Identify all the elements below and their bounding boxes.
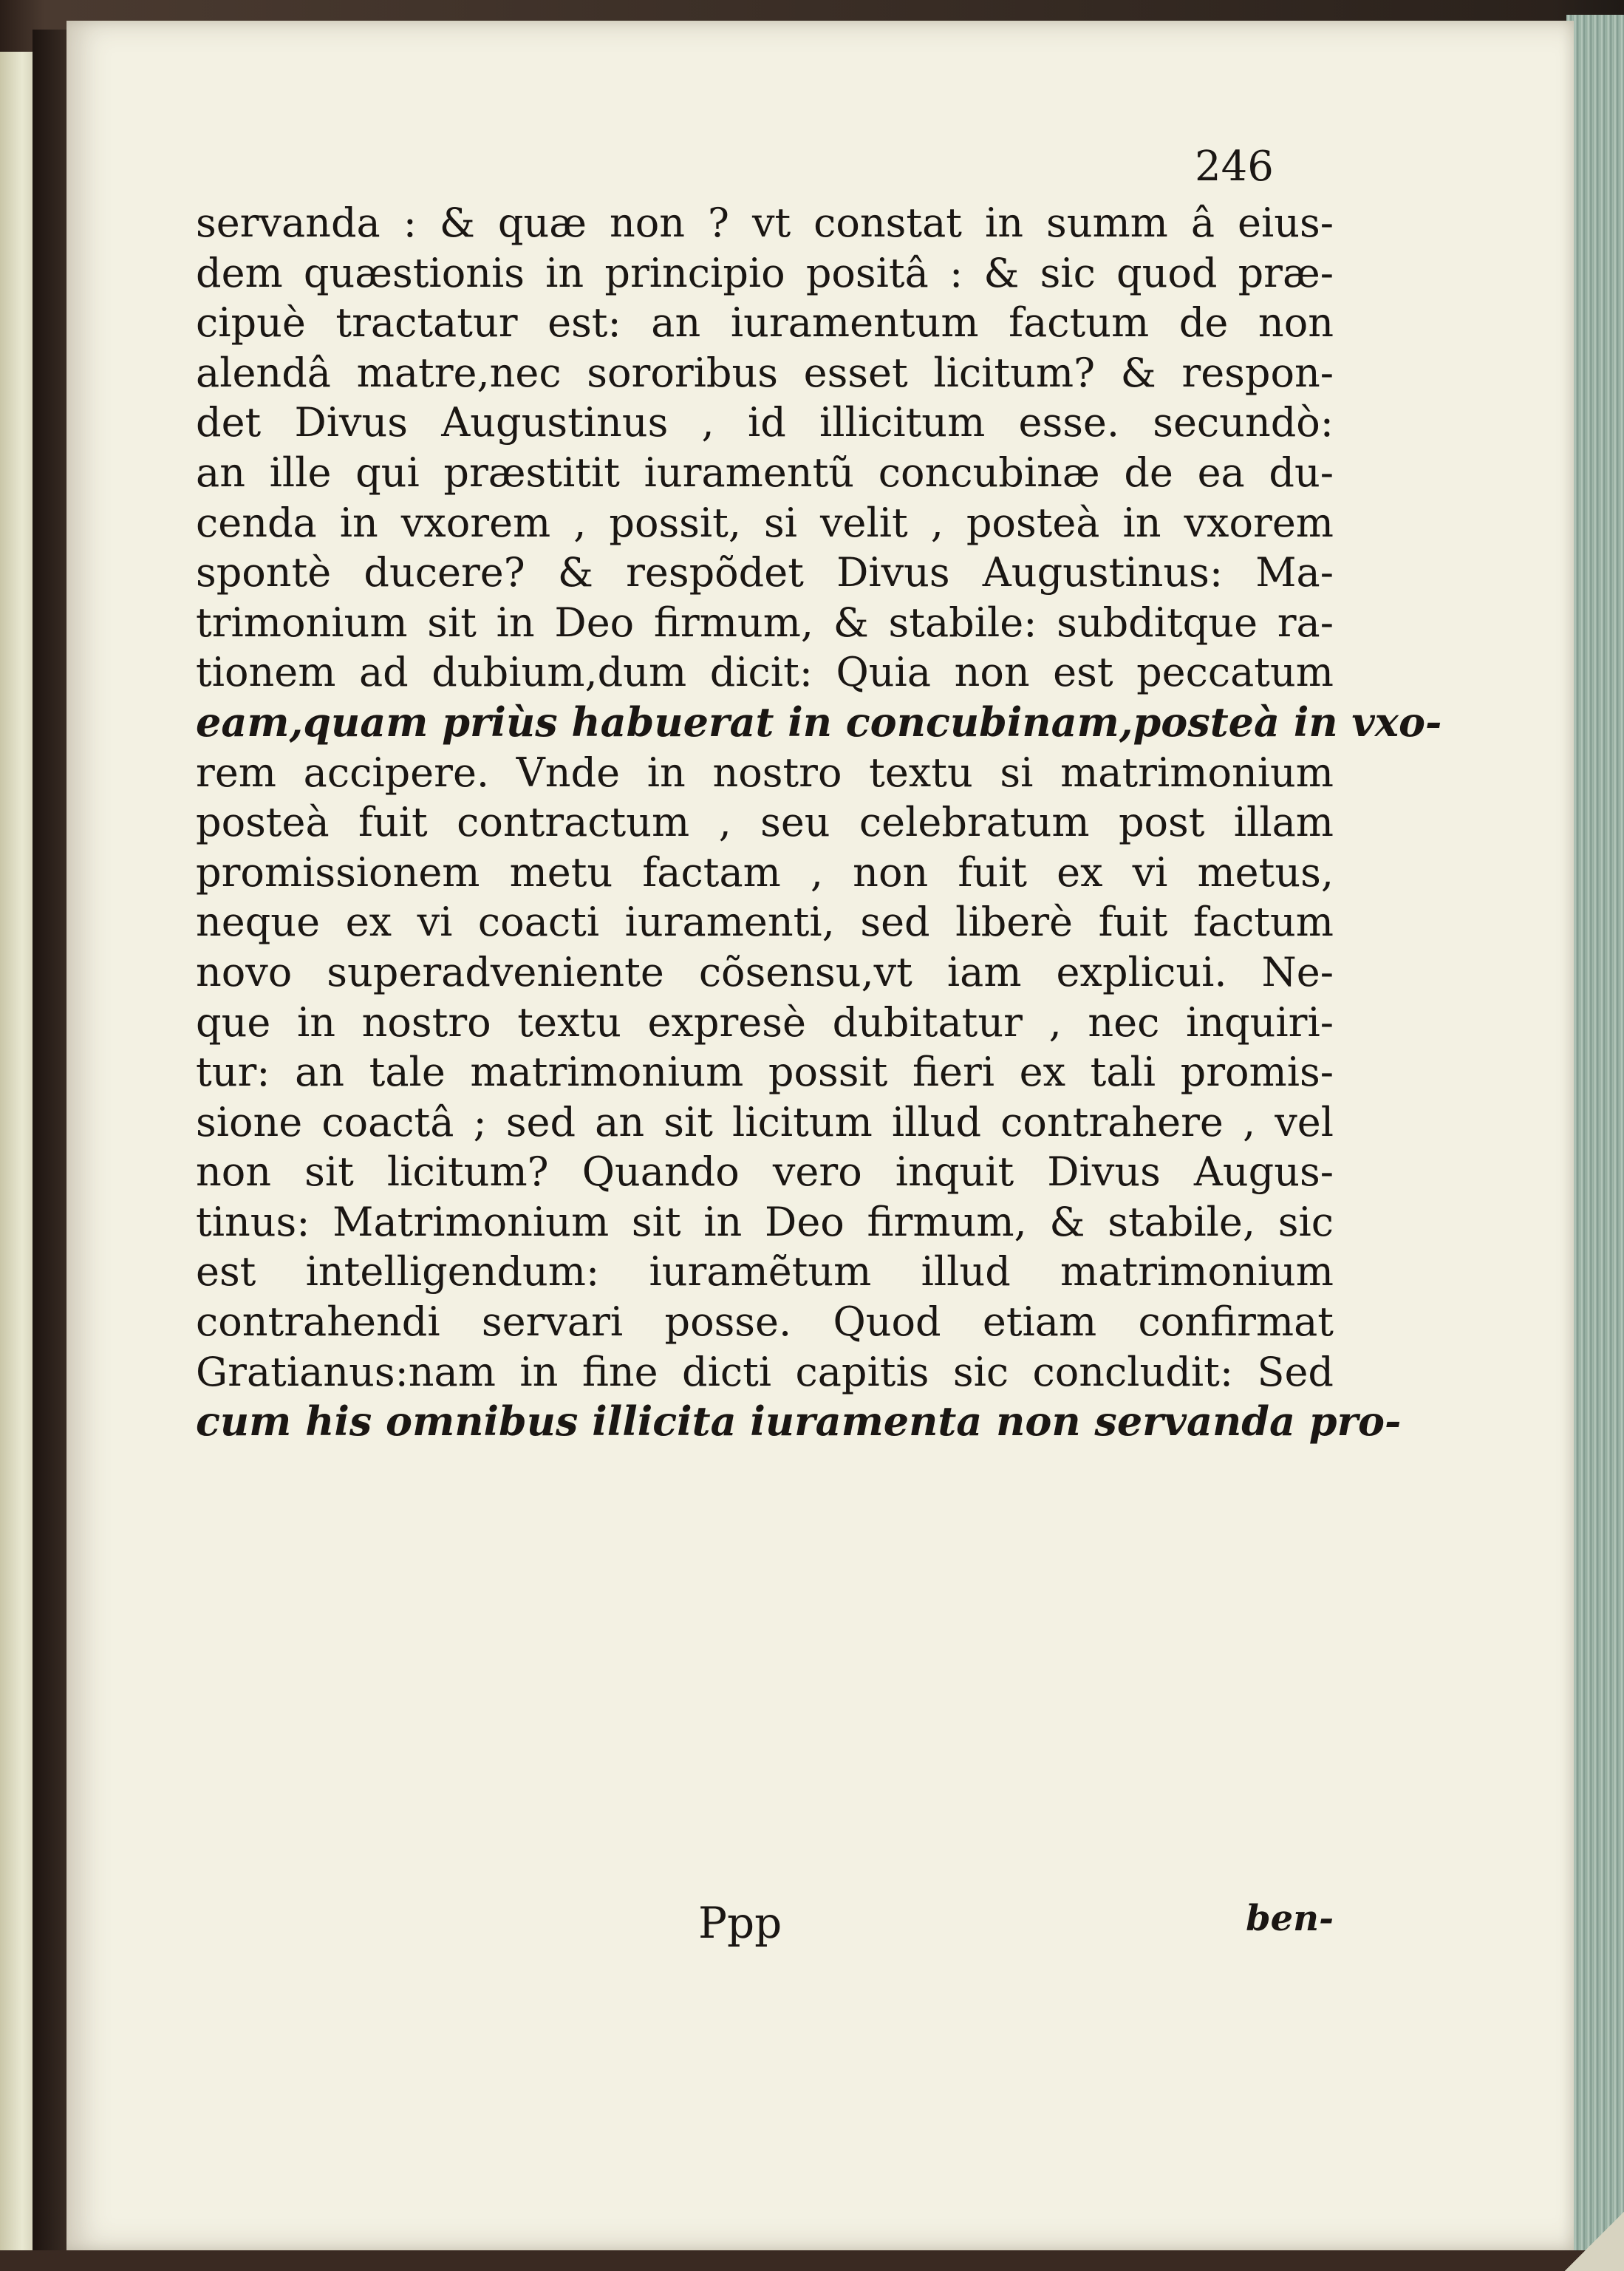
page-corner-fold xyxy=(1559,2201,1624,2271)
text-block xyxy=(196,198,1442,1447)
text-line: tinus: Matrimonium sit in Deo firmum, & stabile, sic xyxy=(196,1198,1334,1245)
text-line-italic: cum his omnibus illicita iuramenta non servanda pro- xyxy=(196,1397,1402,1446)
text-line: contrahendi servari posse. Quod etiam confirmat xyxy=(196,1298,1334,1346)
text-line: promissionem metu factam , non fuit ex vi metus, xyxy=(196,848,1334,896)
signature-mark: Ppp xyxy=(698,1898,782,1948)
text-line: spontè ducere? & respõdet Divus Augustinus: Ma- xyxy=(196,549,1334,596)
catchword: ben- xyxy=(1246,1898,1334,1939)
text-line: dem quæstionis in principio positâ : & sic quod præ- xyxy=(196,249,1334,296)
text-line: que in nostro textu expresè dubitatur , nec inquiri- xyxy=(196,998,1334,1046)
text-line: novo superadveniente cõsensu,vt iam explicui. Ne- xyxy=(196,948,1334,995)
text-line: tur: an tale matrimonium possit fieri ex tali promis- xyxy=(196,1049,1334,1096)
text-line: an ille qui præstitit iuramentũ concubinæ de ea du- xyxy=(196,449,1334,496)
text-line: sione coactâ ; sed an sit licitum illud contrahere , vel xyxy=(196,1098,1334,1145)
text-line: det Divus Augustinus , id illicitum esse. secundò: xyxy=(196,399,1334,446)
text-line: cenda in vxorem , possit, si velit , posteà in vxorem xyxy=(196,499,1334,546)
page-block-edge xyxy=(1566,15,1624,2250)
binding-gutter xyxy=(33,30,69,2250)
text-line: posteà fuit contractum , seu celebratum post illam xyxy=(196,799,1334,846)
text-line: tionem ad dubium,dum dicit: Quia non est peccatum xyxy=(196,649,1334,696)
text-line: rem accipere. Vnde in nostro textu si matrimonium xyxy=(196,749,1334,796)
page-number: 246 xyxy=(1195,143,1274,191)
text-line: cipuè tractatur est: an iuramentum factum de non xyxy=(196,299,1334,347)
page-footer xyxy=(196,1898,1334,1950)
text-line: trimonium sit in Deo firmum, & stabile: subditque ra- xyxy=(196,599,1334,646)
text-line: Gratianus:nam in fine dicti capitis sic concludit: Sed xyxy=(196,1348,1334,1395)
book-page xyxy=(66,21,1574,2250)
text-line: neque ex vi coacti iuramenti, sed liberè fuit factum xyxy=(196,899,1334,946)
facing-page-edge xyxy=(0,52,33,2250)
text-line: est intelligendum: iuramẽtum illud matrimonium xyxy=(196,1248,1334,1295)
text-line: alendâ matre,nec sororibus esset licitum? & respon- xyxy=(196,349,1334,396)
text-line-italic: eam,quam priùs habuerat in concubinam,posteà in vxo- xyxy=(196,698,1442,746)
text-line: non sit licitum? Quando vero inquit Divus Augus- xyxy=(196,1148,1334,1196)
text-line: servanda : & quæ non ? vt constat in summ â eius- xyxy=(196,200,1334,246)
